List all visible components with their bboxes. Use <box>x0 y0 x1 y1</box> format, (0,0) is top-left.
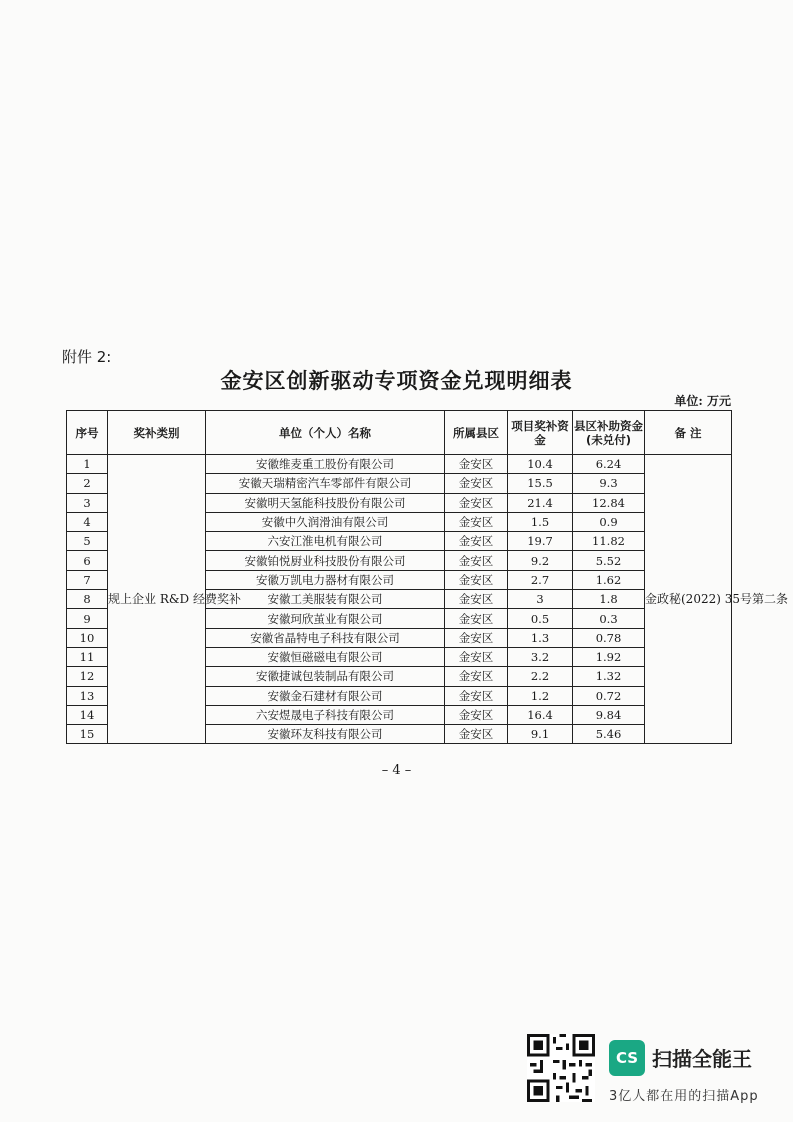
table-header-row <box>67 411 732 455</box>
cell-award: 2.2 <box>508 667 573 686</box>
cell-seq: 3 <box>67 493 108 512</box>
cell-seq: 14 <box>67 705 108 724</box>
cell-subsidy: 5.46 <box>573 725 645 744</box>
cell-seq: 11 <box>67 647 108 666</box>
cell-award: 15.5 <box>508 474 573 493</box>
cell-district: 金安区 <box>445 455 508 474</box>
cell-seq: 9 <box>67 609 108 628</box>
cell-district: 金安区 <box>445 590 508 609</box>
cell-award: 9.2 <box>508 551 573 570</box>
table-row <box>67 455 732 474</box>
cell-subsidy: 9.84 <box>573 705 645 724</box>
cell-name: 安徽珂欣茧业有限公司 <box>206 609 445 628</box>
cell-subsidy: 1.92 <box>573 647 645 666</box>
detail-table <box>66 410 788 744</box>
cell-remark: 金政秘(2022) 35号第二条 <box>645 455 732 744</box>
header-award: 项目奖补资金 <box>508 411 573 455</box>
cell-award: 3.2 <box>508 647 573 666</box>
cell-seq: 5 <box>67 532 108 551</box>
cell-district: 金安区 <box>445 609 508 628</box>
cell-name: 安徽金石建材有限公司 <box>206 686 445 705</box>
cell-name: 安徽天瑞精密汽车零部件有限公司 <box>206 474 445 493</box>
cell-district: 金安区 <box>445 725 508 744</box>
cell-name: 安徽万凯电力器材有限公司 <box>206 570 445 589</box>
cell-subsidy: 0.78 <box>573 628 645 647</box>
cell-name: 安徽中久润滑油有限公司 <box>206 512 445 531</box>
cell-subsidy: 1.32 <box>573 667 645 686</box>
cell-award: 1.2 <box>508 686 573 705</box>
cell-subsidy: 9.3 <box>573 474 645 493</box>
cell-subsidy: 11.82 <box>573 532 645 551</box>
unit-label: 单位: 万元 <box>674 394 731 408</box>
cell-subsidy: 0.9 <box>573 512 645 531</box>
header-remark: 备 注 <box>645 411 732 455</box>
scanner-app-name: 扫描全能王 <box>652 1047 752 1071</box>
cell-name: 安徽恒磁磁电有限公司 <box>206 647 445 666</box>
header-name: 单位（个人）名称 <box>206 411 445 455</box>
cell-award: 16.4 <box>508 705 573 724</box>
cell-name: 安徽明天氢能科技股份有限公司 <box>206 493 445 512</box>
cell-district: 金安区 <box>445 647 508 666</box>
cell-name: 安徽环友科技有限公司 <box>206 725 445 744</box>
cell-subsidy: 0.72 <box>573 686 645 705</box>
cell-subsidy: 0.3 <box>573 609 645 628</box>
cell-district: 金安区 <box>445 570 508 589</box>
cell-award: 21.4 <box>508 493 573 512</box>
scanner-app-logo: CS <box>609 1040 645 1076</box>
cell-award: 10.4 <box>508 455 573 474</box>
cell-award: 1.5 <box>508 512 573 531</box>
cell-seq: 10 <box>67 628 108 647</box>
header-subsidy: 县区补助资金(未兑付) <box>573 411 645 455</box>
cell-district: 金安区 <box>445 532 508 551</box>
cell-district: 金安区 <box>445 686 508 705</box>
cell-award: 19.7 <box>508 532 573 551</box>
cell-seq: 1 <box>67 455 108 474</box>
header-district: 所属县区 <box>445 411 508 455</box>
cell-seq: 12 <box>67 667 108 686</box>
cell-category: 规上企业 R&D 经费奖补 <box>108 455 206 744</box>
cell-subsidy: 1.62 <box>573 570 645 589</box>
cell-name: 六安江淮电机有限公司 <box>206 532 445 551</box>
cell-award: 2.7 <box>508 570 573 589</box>
cell-district: 金安区 <box>445 705 508 724</box>
cell-district: 金安区 <box>445 551 508 570</box>
page-title: 金安区创新驱动专项资金兑现明细表 <box>220 368 573 393</box>
page-number: – 4 – <box>381 763 412 778</box>
cell-award: 0.5 <box>508 609 573 628</box>
cell-district: 金安区 <box>445 628 508 647</box>
cell-name: 安徽维麦重工股份有限公司 <box>206 455 445 474</box>
cell-subsidy: 5.52 <box>573 551 645 570</box>
cell-subsidy: 6.24 <box>573 455 645 474</box>
cell-name: 六安煜晟电子科技有限公司 <box>206 705 445 724</box>
cell-district: 金安区 <box>445 667 508 686</box>
cell-name: 安徽工美服装有限公司 <box>206 590 445 609</box>
cell-seq: 6 <box>67 551 108 570</box>
cell-seq: 13 <box>67 686 108 705</box>
cell-seq: 15 <box>67 725 108 744</box>
cell-seq: 7 <box>67 570 108 589</box>
header-seq: 序号 <box>67 411 108 455</box>
attachment-label: 附件 2: <box>62 348 112 366</box>
cell-award: 9.1 <box>508 725 573 744</box>
header-category: 奖补类别 <box>108 411 206 455</box>
cell-seq: 2 <box>67 474 108 493</box>
cell-district: 金安区 <box>445 493 508 512</box>
cell-seq: 4 <box>67 512 108 531</box>
cell-name: 安徽捷诚包装制品有限公司 <box>206 667 445 686</box>
cell-name: 安徽铂悦厨业科技股份有限公司 <box>206 551 445 570</box>
scanner-app-tagline: 3亿人都在用的扫描App <box>609 1089 759 1104</box>
cell-name: 安徽省晶特电子科技有限公司 <box>206 628 445 647</box>
qr-code <box>527 1034 595 1102</box>
cell-district: 金安区 <box>445 474 508 493</box>
cell-award: 1.3 <box>508 628 573 647</box>
cell-subsidy: 1.8 <box>573 590 645 609</box>
cell-district: 金安区 <box>445 512 508 531</box>
cell-award: 3 <box>508 590 573 609</box>
cell-seq: 8 <box>67 590 108 609</box>
cell-subsidy: 12.84 <box>573 493 645 512</box>
